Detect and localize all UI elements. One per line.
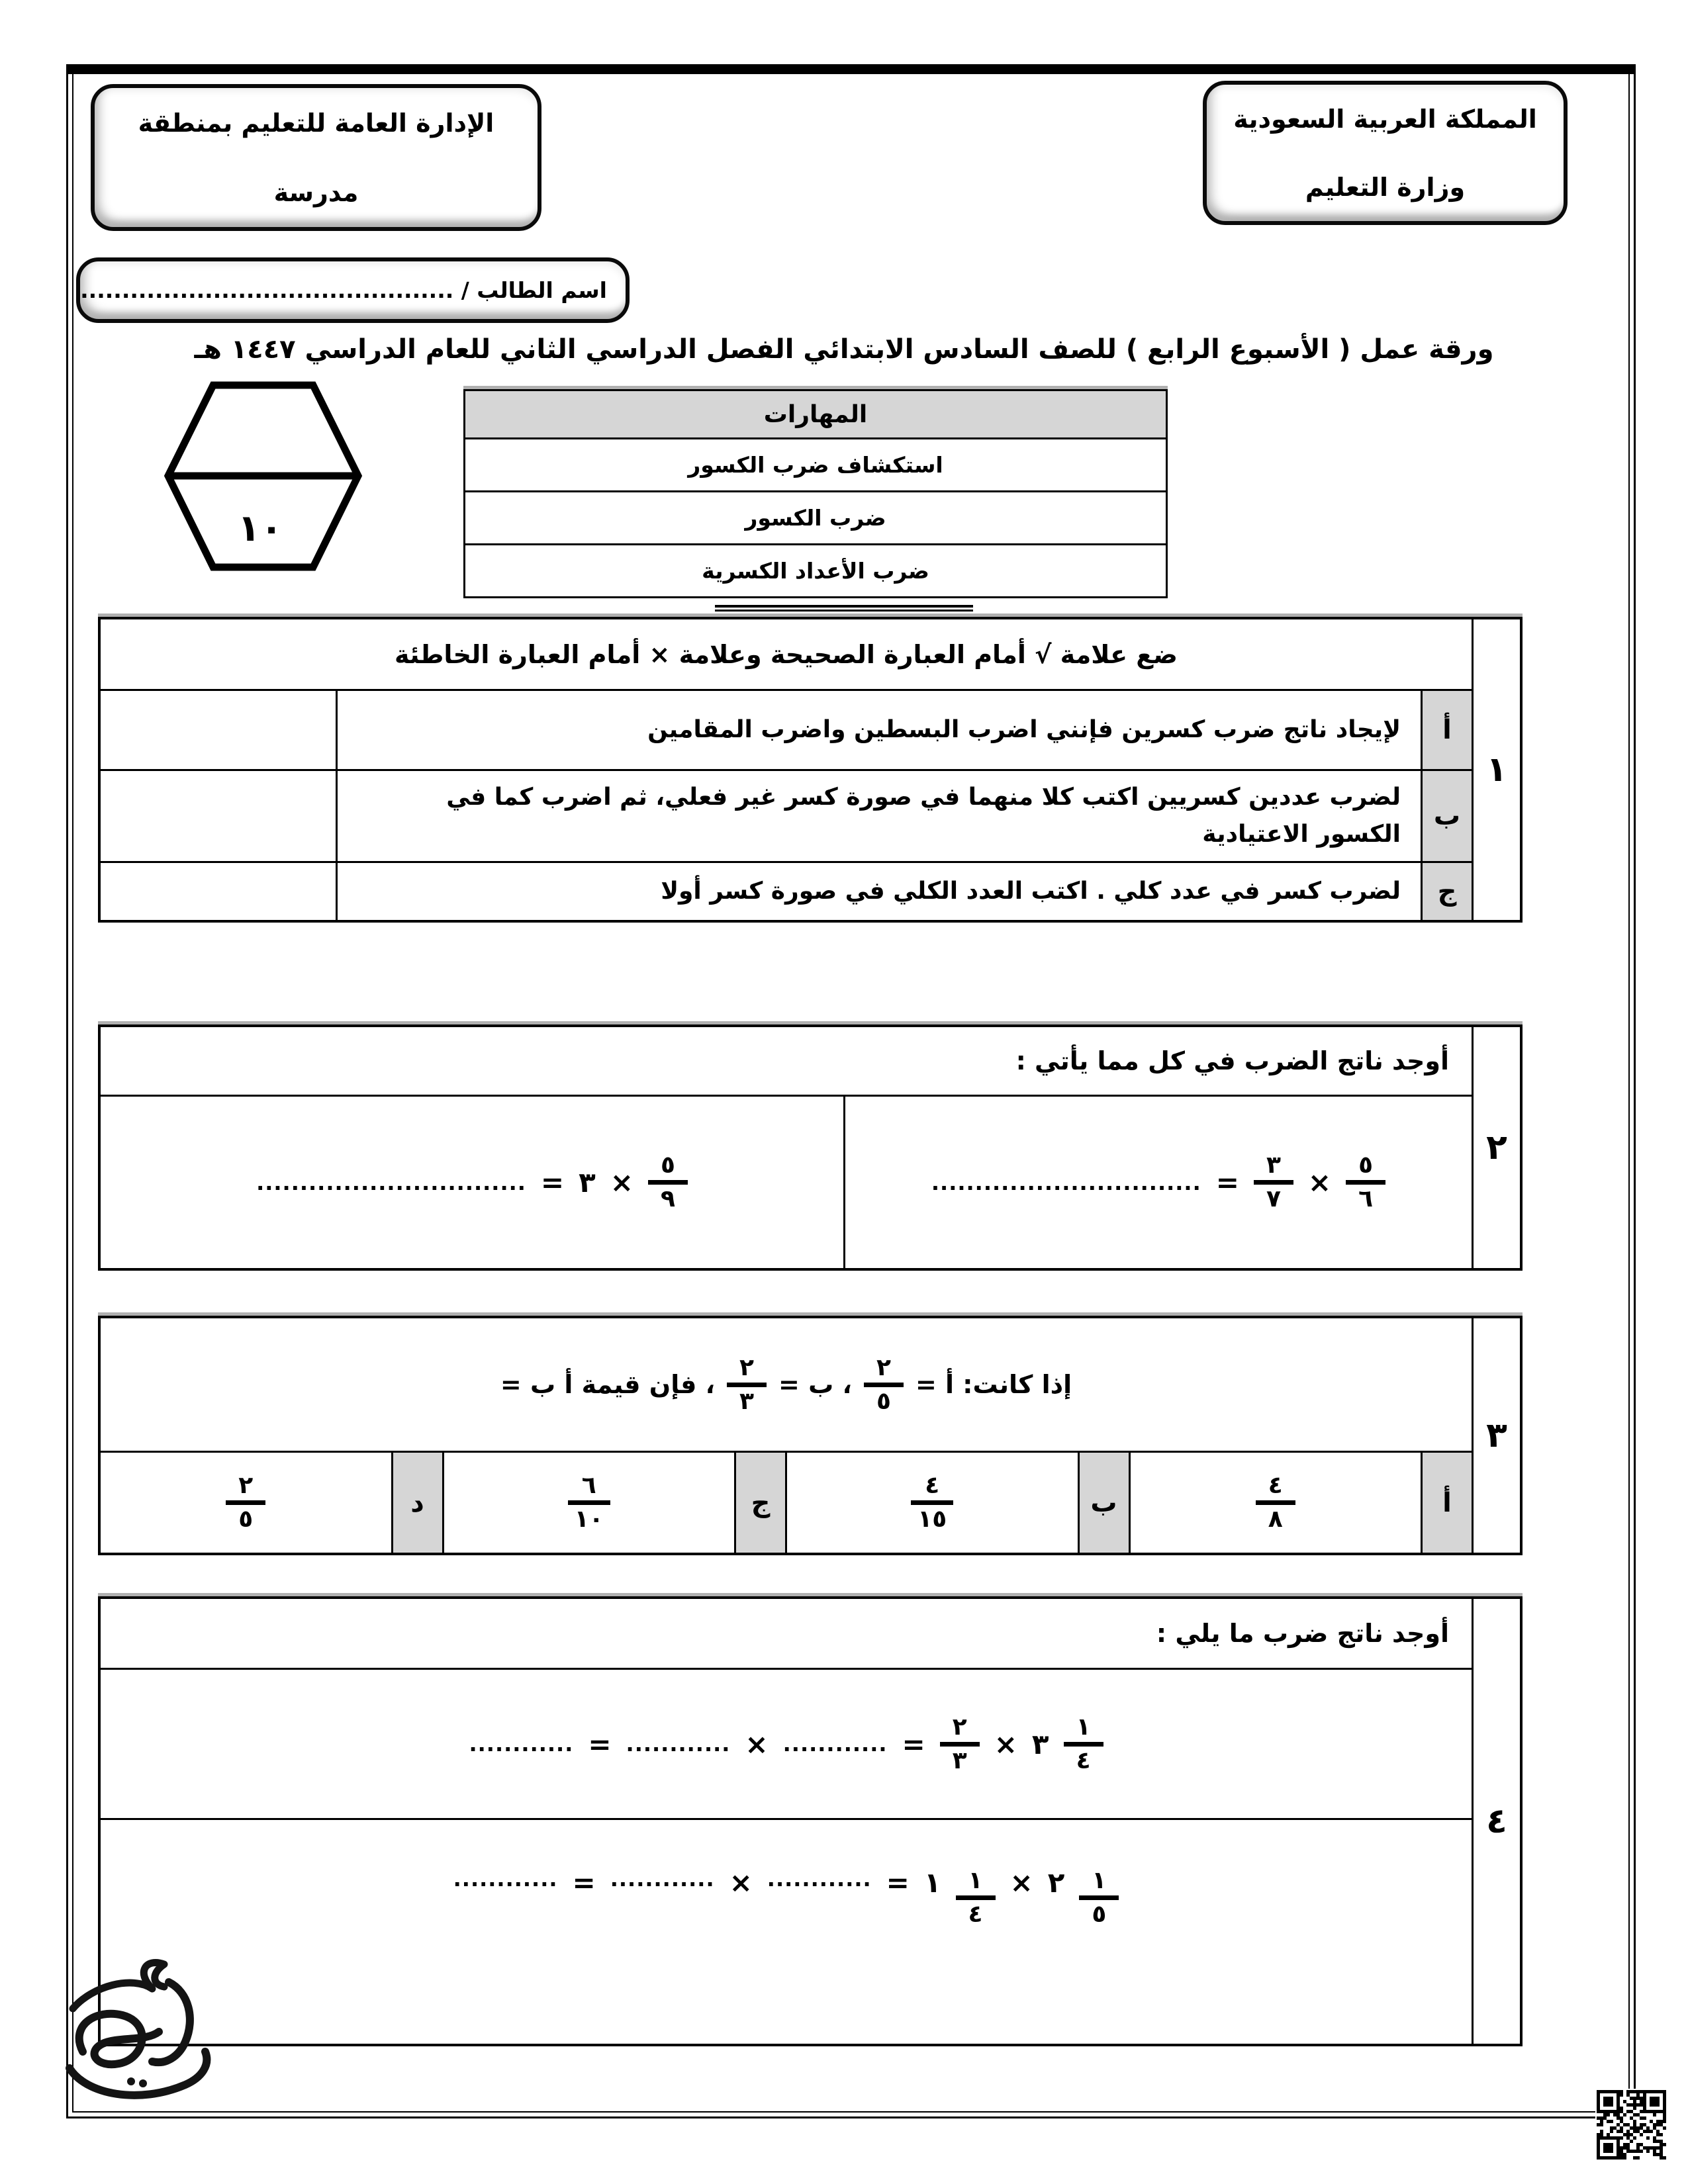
work-blank[interactable]: ............	[782, 1731, 888, 1756]
question-prefix: إذا كانت: أ =	[915, 1370, 1072, 1399]
student-name-label[interactable]: اسم الطالب / .............................................	[80, 277, 607, 303]
fraction-bar	[864, 1383, 904, 1387]
section1-number: ١	[1474, 619, 1520, 920]
whole-number: ٢	[1047, 1866, 1065, 1899]
fraction: ١ ٤	[1064, 1713, 1103, 1776]
skills-table	[463, 389, 1168, 598]
fraction-bar	[226, 1500, 265, 1505]
option-letter-c[interactable]: ج	[736, 1453, 785, 1553]
option-letter-d[interactable]: د	[393, 1453, 442, 1553]
section1-table	[98, 617, 1523, 923]
statement-text-c: لضرب كسر في عدد كلي . اكتب العدد الكلي في صورة كسر أولا	[338, 863, 1421, 920]
statement-letter-c: ج	[1423, 863, 1472, 920]
skills-header: المهارات	[465, 391, 1166, 437]
statement-answer-cell-b[interactable]	[101, 771, 336, 861]
equation-fraction-times-fraction	[845, 1097, 1472, 1268]
work-blank[interactable]: ............	[767, 1866, 872, 1891]
section4-problem1-cell	[101, 1670, 1472, 1818]
section1-header: ضع علامة √ أمام العبارة الصحيحة وعلامة × أمام العبارة الخاطئة	[101, 619, 1472, 689]
education-department-box	[91, 84, 541, 231]
worksheet-title: ورقة عمل ( الأسبوع الرابع ) للصف السادس الابتدائي الفصل الدراسي الثاني للعام الدراسي ١٤٤٧ هـ	[194, 334, 1494, 365]
kingdom-name: المملكة العربية السعودية	[1233, 104, 1537, 134]
section2-number: ٢	[1474, 1027, 1520, 1268]
statement-letter-a: أ	[1423, 691, 1472, 769]
times-sign: ×	[1307, 1166, 1332, 1199]
answer-blank[interactable]: ............	[469, 1731, 574, 1756]
statement-answer-cell-c[interactable]	[101, 863, 336, 920]
section2-problem-right-cell	[845, 1097, 1472, 1268]
work-blank[interactable]: ............	[626, 1731, 731, 1756]
section2-header: أوجد ناتج الضرب في كل مما يأتي :	[101, 1027, 1472, 1095]
skill-item: استكشاف ضرب الكسور	[465, 439, 1166, 490]
statement-letter-b: ب	[1423, 771, 1472, 861]
whole-number: ١	[923, 1866, 941, 1899]
equals-sign: =	[540, 1166, 565, 1199]
section2-table	[98, 1024, 1523, 1271]
student-name-box[interactable]	[76, 257, 630, 323]
fraction-bar	[1256, 1500, 1295, 1505]
fraction-bar	[911, 1500, 953, 1505]
option-letter-a[interactable]: أ	[1423, 1453, 1472, 1553]
section3-header	[101, 1318, 1472, 1451]
fraction: ٢ ٣	[727, 1353, 767, 1416]
skill-item: ضرب الكسور	[465, 492, 1166, 543]
ministry-header-box	[1203, 81, 1568, 225]
answer-blank[interactable]: ............	[453, 1866, 558, 1891]
fraction-bar	[956, 1895, 996, 1900]
section2-problem-left-cell	[101, 1097, 843, 1268]
fraction-bar	[1346, 1180, 1385, 1185]
whole-number: ٣	[579, 1166, 596, 1199]
equals-sign: =	[572, 1866, 596, 1899]
equals-sign: =	[1215, 1166, 1239, 1199]
fraction-bar	[568, 1500, 610, 1505]
times-sign: ×	[745, 1727, 769, 1760]
qr-code	[1595, 2089, 1668, 2161]
equation-fraction-times-whole	[101, 1097, 843, 1268]
skills-underline	[715, 605, 973, 612]
score-total-value: ١٠	[237, 507, 283, 550]
fraction: ٢ ٣	[940, 1713, 980, 1776]
fraction-bar	[940, 1742, 980, 1747]
times-sign: ×	[610, 1166, 633, 1199]
equation-mixed-number-2	[101, 1820, 1472, 2044]
fraction: ١ ٤	[956, 1866, 996, 1929]
fraction: ٣ ٧	[1254, 1151, 1293, 1214]
fraction-bar	[727, 1383, 767, 1387]
school-name: مدرسة	[273, 177, 359, 207]
fraction: ٥ ٦	[1346, 1151, 1385, 1214]
statement-text-b: لضرب عددين كسريين اكتب كلا منهما في صورة كسر غير فعلي، ثم اضرب كما في الكسور الاعتيادية	[338, 771, 1421, 861]
section3-number: ٣	[1474, 1318, 1520, 1553]
answer-blank[interactable]: ...............................	[931, 1169, 1201, 1195]
times-sign: ×	[1009, 1866, 1033, 1899]
question-suffix: ، فإن قيمة أ ب =	[500, 1370, 716, 1399]
option-value-d[interactable]: ٢ ٥	[101, 1453, 391, 1553]
fraction-bar	[648, 1180, 688, 1185]
signature-calligraphy-icon	[46, 1952, 245, 2121]
department-name: الإدارة العامة للتعليم بمنطقة	[138, 108, 494, 138]
equals-sign: =	[588, 1727, 612, 1760]
fraction-bar	[1254, 1180, 1293, 1185]
answer-blank[interactable]: ...............................	[256, 1169, 526, 1195]
equals-sign: =	[886, 1866, 910, 1899]
work-blank[interactable]: ............	[610, 1866, 715, 1891]
option-letter-b[interactable]: ب	[1080, 1453, 1129, 1553]
fraction: ١ ٥	[1079, 1866, 1119, 1929]
skill-item: ضرب الأعداد الكسرية	[465, 545, 1166, 596]
fraction: ٢ ٥	[864, 1353, 904, 1416]
fraction-bar	[1079, 1895, 1119, 1900]
option-value-c[interactable]: ٦ ١٠	[444, 1453, 735, 1553]
score-hexagon	[162, 379, 364, 574]
fraction: ٥ ٩	[648, 1151, 688, 1214]
section3-table	[98, 1316, 1523, 1555]
page-border-top-bar	[66, 64, 1636, 74]
whole-number: ٣	[1031, 1727, 1049, 1760]
times-sign: ×	[994, 1727, 1017, 1760]
equals-sign: =	[902, 1727, 925, 1760]
statement-text-a: لإيجاد ناتج ضرب كسرين فإنني اضرب البسطين واضرب المقامين	[338, 691, 1421, 769]
question-middle: ، ب =	[778, 1370, 852, 1399]
section4-table	[98, 1596, 1523, 2046]
section4-problem2-cell	[101, 1820, 1472, 2044]
ministry-name: وزارة التعليم	[1305, 172, 1466, 202]
statement-answer-cell-a[interactable]	[101, 691, 336, 769]
section4-number: ٤	[1474, 1599, 1520, 2044]
option-value-a[interactable]: ٤ ٨	[1131, 1453, 1421, 1553]
option-value-b[interactable]: ٤ ١٥	[787, 1453, 1078, 1553]
times-sign: ×	[729, 1866, 753, 1899]
fraction-bar	[1064, 1742, 1103, 1747]
equation-mixed-number-1	[101, 1670, 1472, 1818]
section4-header: أوجد ناتج ضرب ما يلي :	[101, 1599, 1472, 1668]
